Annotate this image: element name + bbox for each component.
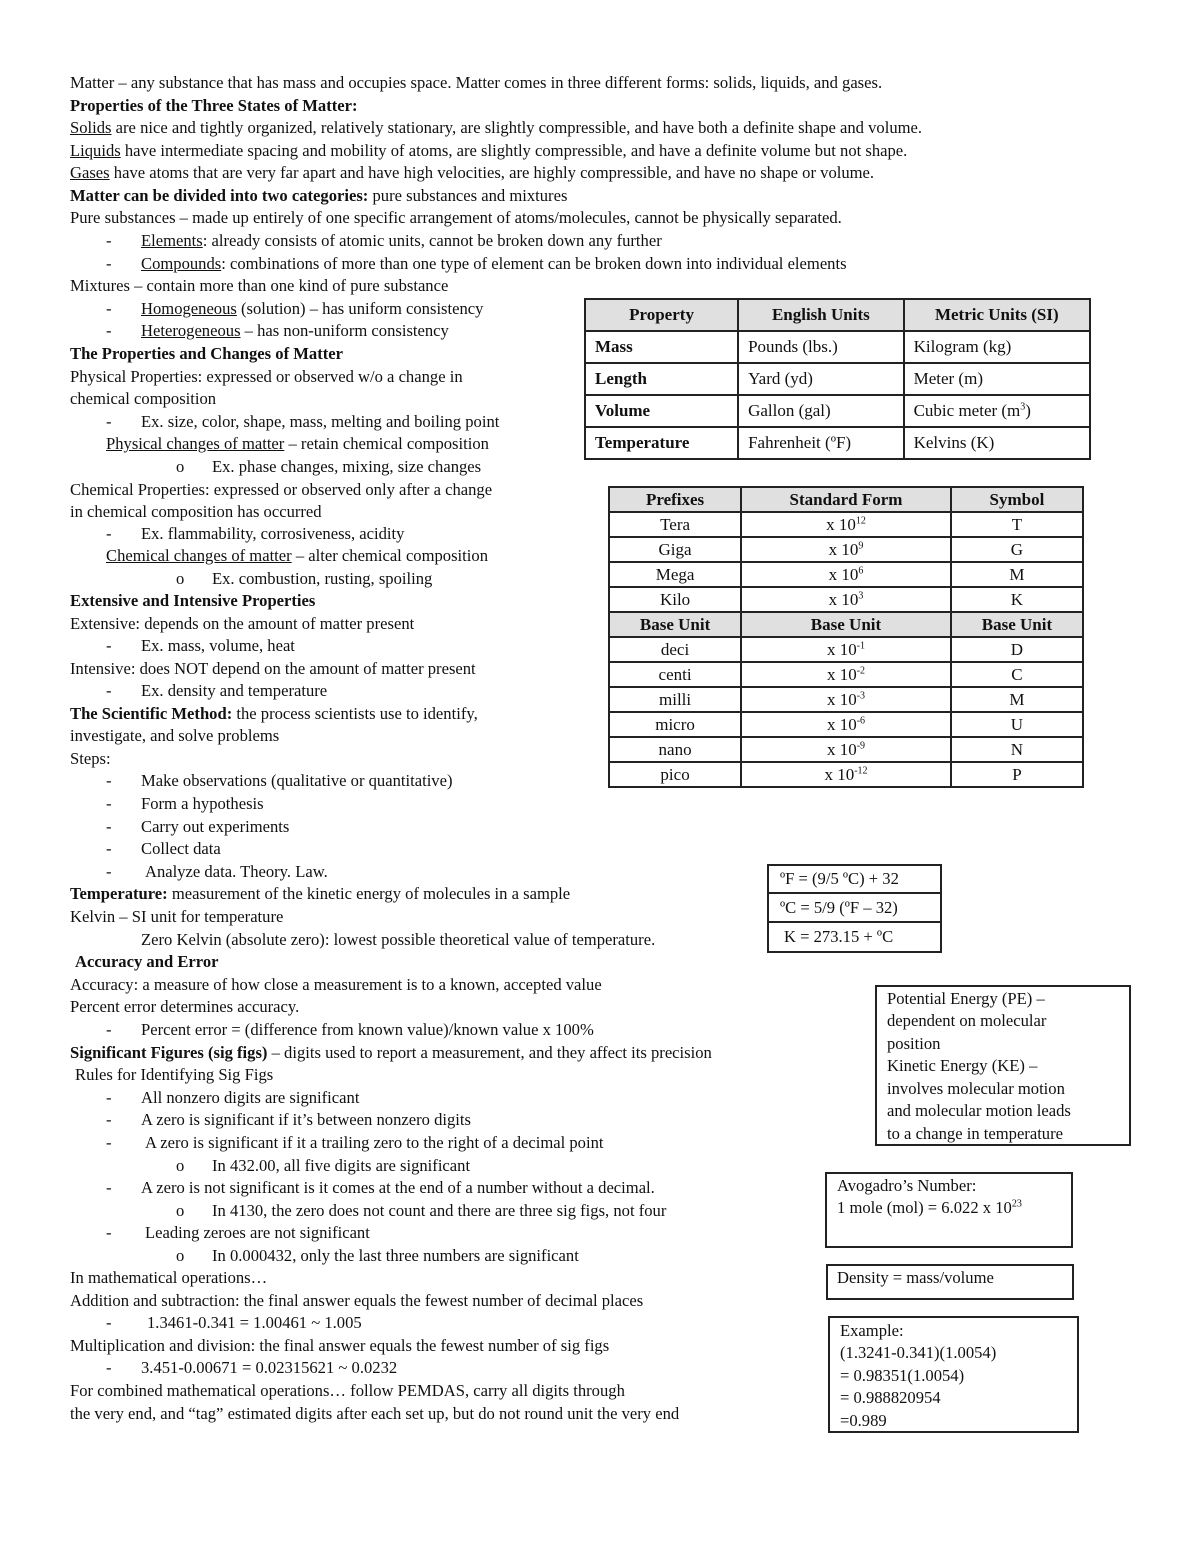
table-row bbox=[585, 395, 1090, 427]
prefix-cell: Giga bbox=[609, 537, 741, 562]
temperature-term: Temperature: bbox=[70, 884, 168, 903]
density-box bbox=[826, 1264, 1074, 1300]
compounds-desc: : combinations of more than one type of element can be broken down into individual elements bbox=[221, 254, 847, 273]
standard-form-cell bbox=[741, 762, 951, 787]
english-unit-cell: Pounds (lbs.) bbox=[738, 331, 904, 363]
sig-figs-desc: – digits used to report a measurement, and they affect its precision bbox=[267, 1043, 712, 1062]
header-base-unit: Base Unit bbox=[609, 612, 741, 637]
chemical-properties-line-1: Chemical Properties: expressed or observed only after a change bbox=[70, 480, 493, 499]
bullet-circle: o bbox=[176, 1156, 185, 1175]
metric-unit-close: ) bbox=[1025, 401, 1031, 420]
bullet-dash: - bbox=[106, 524, 112, 543]
bullet-dash: - bbox=[106, 1223, 112, 1242]
rule-3-example: In 432.00, all five digits are significant bbox=[212, 1156, 471, 1175]
header-base-unit: Base Unit bbox=[951, 612, 1083, 637]
heterogeneous-line bbox=[141, 321, 449, 341]
chemical-changes-example: Ex. combustion, rusting, spoiling bbox=[212, 569, 433, 588]
physical-properties-line-2: chemical composition bbox=[70, 389, 217, 408]
prefix-cell: nano bbox=[609, 737, 741, 762]
step-1: Make observations (qualitative or quantitative) bbox=[141, 771, 453, 790]
table-row bbox=[609, 537, 1083, 562]
header-standard-form: Standard Form bbox=[741, 487, 951, 512]
zero-kelvin: Zero Kelvin (absolute zero): lowest possible theoretical value of temperature. bbox=[141, 930, 656, 949]
temp-conversion-c bbox=[767, 892, 942, 923]
standard-form-exponent: -6 bbox=[856, 714, 866, 726]
standard-form-cell bbox=[741, 662, 951, 687]
chemical-changes-line bbox=[106, 546, 488, 566]
standard-form-exponent: -2 bbox=[856, 664, 866, 676]
pure-substances-definition: Pure substances – made up entirely of one specific arrangement of atoms/molecules, cannot be physically separated. bbox=[70, 208, 842, 227]
avogadro-formula bbox=[837, 1198, 1022, 1218]
standard-form-cell bbox=[741, 637, 951, 662]
rule-4: A zero is not significant is it comes at the end of a number without a decimal. bbox=[141, 1178, 655, 1197]
physical-changes-desc: – retain chemical composition bbox=[284, 434, 489, 453]
standard-form-cell bbox=[741, 687, 951, 712]
table-row bbox=[609, 737, 1083, 762]
solids-term: Solids bbox=[70, 118, 112, 137]
intensive-example: Ex. density and temperature bbox=[141, 681, 328, 700]
table-row bbox=[609, 687, 1083, 712]
table-row bbox=[609, 712, 1083, 737]
standard-form-exponent: 3 bbox=[858, 589, 864, 601]
table-row bbox=[609, 762, 1083, 787]
standard-form-base: x 10 bbox=[826, 514, 856, 534]
standard-form-cell bbox=[741, 562, 951, 587]
solids-desc: are nice and tightly organized, relatively stationary, are slightly compressible, and have both a definite shape and volume. bbox=[111, 118, 923, 137]
table-row bbox=[609, 662, 1083, 687]
rule-2: A zero is significant if it’s between nonzero digits bbox=[141, 1110, 471, 1129]
table-row bbox=[609, 562, 1083, 587]
example-box bbox=[828, 1316, 1079, 1433]
standard-form-cell bbox=[741, 587, 951, 612]
accuracy-definition: Accuracy: a measure of how close a measurement is to a known, accepted value bbox=[70, 975, 602, 994]
symbol-cell: M bbox=[951, 562, 1083, 587]
bullet-dash: - bbox=[106, 1110, 112, 1129]
prefix-cell: micro bbox=[609, 712, 741, 737]
scientific-method-desc: the process scientists use to identify, bbox=[232, 704, 478, 723]
kelvin-definition: Kelvin – SI unit for temperature bbox=[70, 907, 284, 926]
symbol-cell: T bbox=[951, 512, 1083, 537]
example-line: Example: bbox=[840, 1321, 904, 1340]
symbol-cell: P bbox=[951, 762, 1083, 787]
standard-form-cell bbox=[741, 712, 951, 737]
bullet-circle: o bbox=[176, 457, 185, 476]
elements-term: Elements bbox=[141, 231, 203, 250]
chemical-example: Ex. flammability, corrosiveness, acidity bbox=[141, 524, 405, 543]
units-table bbox=[584, 298, 1091, 460]
symbol-cell: K bbox=[951, 587, 1083, 612]
step-4: Collect data bbox=[141, 839, 221, 858]
base-unit-header-row bbox=[609, 612, 1083, 637]
prefix-cell: milli bbox=[609, 687, 741, 712]
example-line: = 0.98351(1.0054) bbox=[840, 1366, 965, 1385]
table-row bbox=[585, 363, 1090, 395]
heterogeneous-term: Heterogeneous bbox=[141, 321, 241, 340]
avogadro-exponent: 23 bbox=[1011, 1198, 1022, 1210]
energy-box bbox=[875, 985, 1131, 1146]
matter-definition: Matter – any substance that has mass and occupies space. Matter comes in three different forms: solids, liquids, and gases. bbox=[70, 73, 883, 92]
avogadro-title: Avogadro’s Number: bbox=[837, 1176, 977, 1195]
extensive-example: Ex. mass, volume, heat bbox=[141, 636, 295, 655]
rule-3: A zero is significant if it a trailing zero to the right of a decimal point bbox=[145, 1133, 604, 1152]
physical-example: Ex. size, color, shape, mass, melting and boiling point bbox=[141, 412, 500, 431]
standard-form-base: x 10 bbox=[826, 664, 857, 684]
compounds-term: Compounds bbox=[141, 254, 222, 273]
standard-form-base: x 10 bbox=[826, 639, 857, 659]
standard-form-exponent: -3 bbox=[856, 689, 866, 701]
compounds-line bbox=[141, 254, 847, 274]
symbol-cell: U bbox=[951, 712, 1083, 737]
english-unit-cell: Gallon (gal) bbox=[738, 395, 904, 427]
header-base-unit: Base Unit bbox=[741, 612, 951, 637]
example-line: =0.989 bbox=[840, 1411, 887, 1430]
rule-1: All nonzero digits are significant bbox=[141, 1088, 360, 1107]
table-row bbox=[609, 587, 1083, 612]
english-unit-cell: Yard (yd) bbox=[738, 363, 904, 395]
prefix-cell: Kilo bbox=[609, 587, 741, 612]
energy-line: Potential Energy (PE) – bbox=[887, 989, 1045, 1008]
table-row bbox=[609, 512, 1083, 537]
avogadro-box bbox=[825, 1172, 1073, 1248]
rule-5: Leading zeroes are not significant bbox=[145, 1223, 370, 1242]
bullet-dash: - bbox=[106, 794, 112, 813]
liquids-line bbox=[70, 141, 907, 161]
standard-form-base: x 10 bbox=[826, 714, 857, 734]
gases-desc: have atoms that are very far apart and have high velocities, are highly compressible, and have no shape or volume. bbox=[109, 163, 875, 182]
categories-heading: Matter can be divided into two categories: bbox=[70, 186, 369, 205]
temp-formula: ºC = 5/9 (ºF – 32) bbox=[780, 898, 898, 917]
energy-line: Kinetic Energy (KE) – bbox=[887, 1056, 1038, 1075]
scientific-method-line-2: investigate, and solve problems bbox=[70, 726, 280, 745]
standard-form-exponent: 12 bbox=[855, 514, 866, 526]
rule-5-example: In 0.000432, only the last three numbers are significant bbox=[212, 1246, 579, 1265]
bullet-dash: - bbox=[106, 299, 112, 318]
header-metric-units: Metric Units (SI) bbox=[904, 299, 1090, 331]
heterogeneous-desc: – has non-uniform consistency bbox=[240, 321, 449, 340]
bullet-dash: - bbox=[106, 817, 112, 836]
physical-changes-line bbox=[106, 434, 489, 454]
step-2: Form a hypothesis bbox=[141, 794, 264, 813]
temperature-desc: measurement of the kinetic energy of molecules in a sample bbox=[167, 884, 571, 903]
physical-changes-term: Physical changes of matter bbox=[106, 434, 285, 453]
table-row bbox=[585, 331, 1090, 363]
combined-operations-line-1: For combined mathematical operations… follow PEMDAS, carry all digits through bbox=[70, 1381, 625, 1400]
bullet-circle: o bbox=[176, 1246, 185, 1265]
property-cell: Volume bbox=[585, 395, 738, 427]
states-heading: Properties of the Three States of Matter: bbox=[70, 96, 358, 115]
bullet-dash: - bbox=[106, 321, 112, 340]
bullet-dash: - bbox=[106, 412, 112, 431]
math-operations-label: In mathematical operations… bbox=[70, 1268, 268, 1287]
addition-subtraction-rule: Addition and subtraction: the final answer equals the fewest number of decimal places bbox=[70, 1291, 644, 1310]
multiplication-division-rule: Multiplication and division: the final answer equals the fewest number of sig figs bbox=[70, 1336, 610, 1355]
energy-line: dependent on molecular bbox=[887, 1011, 1047, 1030]
percent-error-formula: Percent error = (difference from known value)/known value x 100% bbox=[141, 1020, 594, 1039]
categories-line bbox=[70, 186, 567, 206]
standard-form-exponent: -12 bbox=[854, 764, 868, 776]
table-row bbox=[585, 427, 1090, 459]
solids-line bbox=[70, 118, 922, 138]
standard-form-cell bbox=[741, 737, 951, 762]
avogadro-formula-text: 1 mole (mol) = 6.022 x 10 bbox=[837, 1198, 1012, 1217]
symbol-cell: M bbox=[951, 687, 1083, 712]
extensive-intensive-heading: Extensive and Intensive Properties bbox=[70, 591, 316, 610]
properties-changes-heading: The Properties and Changes of Matter bbox=[70, 344, 343, 363]
table-row bbox=[609, 637, 1083, 662]
symbol-cell: C bbox=[951, 662, 1083, 687]
symbol-cell: N bbox=[951, 737, 1083, 762]
header-property: Property bbox=[585, 299, 738, 331]
gases-term: Gases bbox=[70, 163, 110, 182]
bullet-dash: - bbox=[106, 1358, 112, 1377]
bullet-dash: - bbox=[106, 839, 112, 858]
prefix-cell: pico bbox=[609, 762, 741, 787]
scientific-method-line bbox=[70, 704, 478, 724]
accuracy-heading: Accuracy and Error bbox=[75, 952, 219, 971]
metric-unit-text: Cubic meter (m bbox=[913, 401, 1021, 420]
physical-changes-example: Ex. phase changes, mixing, size changes bbox=[212, 457, 482, 476]
metric-unit-cell bbox=[904, 395, 1090, 427]
physical-properties-line-1: Physical Properties: expressed or observed w/o a change in bbox=[70, 367, 463, 386]
symbol-cell: G bbox=[951, 537, 1083, 562]
standard-form-exponent: -1 bbox=[856, 639, 866, 651]
energy-line: involves molecular motion bbox=[887, 1079, 1065, 1098]
sig-figs-line bbox=[70, 1043, 712, 1063]
prefix-table bbox=[608, 486, 1084, 788]
chemical-changes-desc: – alter chemical composition bbox=[291, 546, 488, 565]
bullet-dash: - bbox=[106, 1088, 112, 1107]
sig-fig-rules-label: Rules for Identifying Sig Figs bbox=[75, 1065, 274, 1084]
standard-form-base: x 10 bbox=[828, 564, 859, 584]
bullet-dash: - bbox=[106, 1020, 112, 1039]
property-cell: Mass bbox=[585, 331, 738, 363]
homogeneous-term: Homogeneous bbox=[141, 299, 237, 318]
steps-label: Steps: bbox=[70, 749, 111, 768]
chemical-changes-term: Chemical changes of matter bbox=[106, 546, 292, 565]
prefix-cell: deci bbox=[609, 637, 741, 662]
english-unit-cell: Fahrenheit (ºF) bbox=[738, 427, 904, 459]
property-cell: Temperature bbox=[585, 427, 738, 459]
standard-form-exponent: 6 bbox=[858, 564, 864, 576]
addition-subtraction-example: 1.3461-0.341 = 1.00461 ~ 1.005 bbox=[147, 1313, 362, 1332]
standard-form-cell bbox=[741, 512, 951, 537]
bullet-dash: - bbox=[106, 862, 112, 881]
standard-form-base: x 10 bbox=[828, 539, 859, 559]
prefix-cell: Tera bbox=[609, 512, 741, 537]
step-5: Analyze data. Theory. Law. bbox=[145, 862, 328, 881]
bullet-dash: - bbox=[106, 1178, 112, 1197]
prefix-cell: centi bbox=[609, 662, 741, 687]
gases-line bbox=[70, 163, 874, 183]
example-line: (1.3241-0.341)(1.0054) bbox=[840, 1343, 997, 1362]
liquids-term: Liquids bbox=[70, 141, 121, 160]
header-prefixes: Prefixes bbox=[609, 487, 741, 512]
percent-error-accuracy: Percent error determines accuracy. bbox=[70, 997, 300, 1016]
extensive-definition: Extensive: depends on the amount of matter present bbox=[70, 614, 415, 633]
elements-desc: : already consists of atomic units, cannot be broken down any further bbox=[202, 231, 662, 250]
density-formula: Density = mass/volume bbox=[837, 1268, 994, 1287]
standard-form-exponent: 9 bbox=[858, 539, 864, 551]
standard-form-base: x 10 bbox=[826, 689, 857, 709]
bullet-circle: o bbox=[176, 1201, 185, 1220]
units-table-header bbox=[585, 299, 1090, 331]
chemical-properties-line-2: in chemical composition has occurred bbox=[70, 502, 322, 521]
temperature-line bbox=[70, 884, 570, 904]
header-symbol: Symbol bbox=[951, 487, 1083, 512]
intensive-definition: Intensive: does NOT depend on the amount of matter present bbox=[70, 659, 476, 678]
symbol-cell: D bbox=[951, 637, 1083, 662]
metric-unit-superscript: 3 bbox=[1020, 401, 1026, 413]
multiplication-division-example: 3.451-0.00671 = 0.02315621 ~ 0.0232 bbox=[141, 1358, 398, 1377]
combined-operations-line-2: the very end, and “tag” estimated digits after each set up, but do not round unit the very end bbox=[70, 1404, 680, 1423]
prefix-table-header bbox=[609, 487, 1083, 512]
sig-figs-term: Significant Figures (sig figs) bbox=[70, 1043, 268, 1062]
temp-conversion-k bbox=[767, 921, 942, 953]
mixtures-definition: Mixtures – contain more than one kind of pure substance bbox=[70, 276, 449, 295]
standard-form-exponent: -9 bbox=[856, 739, 866, 751]
property-cell: Length bbox=[585, 363, 738, 395]
bullet-circle: o bbox=[176, 569, 185, 588]
liquids-desc: have intermediate spacing and mobility of atoms, are slightly compressible, and have a definite volume but not shape. bbox=[120, 141, 908, 160]
metric-unit-cell: Meter (m) bbox=[904, 363, 1090, 395]
rule-4-example: In 4130, the zero does not count and there are three sig figs, not four bbox=[212, 1201, 667, 1220]
bullet-dash: - bbox=[106, 771, 112, 790]
standard-form-base: x 10 bbox=[824, 764, 855, 784]
bullet-dash: - bbox=[106, 1313, 112, 1332]
standard-form-base: x 10 bbox=[826, 739, 857, 759]
scientific-method-term: The Scientific Method: bbox=[70, 704, 233, 723]
standard-form-cell bbox=[741, 537, 951, 562]
standard-form-base: x 10 bbox=[828, 589, 859, 609]
bullet-dash: - bbox=[106, 254, 112, 273]
metric-unit-cell: Kelvins (K) bbox=[904, 427, 1090, 459]
temp-formula: K = 273.15 + ºC bbox=[784, 927, 894, 946]
categories-desc: pure substances and mixtures bbox=[368, 186, 568, 205]
temp-conversion-f bbox=[767, 864, 942, 894]
temp-formula: ºF = (9/5 ºC) + 32 bbox=[780, 869, 899, 888]
energy-line: to a change in temperature bbox=[887, 1124, 1063, 1143]
energy-line: and molecular motion leads bbox=[887, 1101, 1071, 1120]
homogeneous-desc: (solution) – has uniform consistency bbox=[236, 299, 484, 318]
bullet-dash: - bbox=[106, 231, 112, 250]
bullet-dash: - bbox=[106, 1133, 112, 1152]
homogeneous-line bbox=[141, 299, 483, 319]
energy-line: position bbox=[887, 1034, 941, 1053]
header-english-units: English Units bbox=[738, 299, 904, 331]
prefix-cell: Mega bbox=[609, 562, 741, 587]
elements-line bbox=[141, 231, 662, 251]
bullet-dash: - bbox=[106, 636, 112, 655]
example-line: = 0.988820954 bbox=[840, 1388, 941, 1407]
metric-unit-cell: Kilogram (kg) bbox=[904, 331, 1090, 363]
bullet-dash: - bbox=[106, 681, 112, 700]
step-3: Carry out experiments bbox=[141, 817, 290, 836]
